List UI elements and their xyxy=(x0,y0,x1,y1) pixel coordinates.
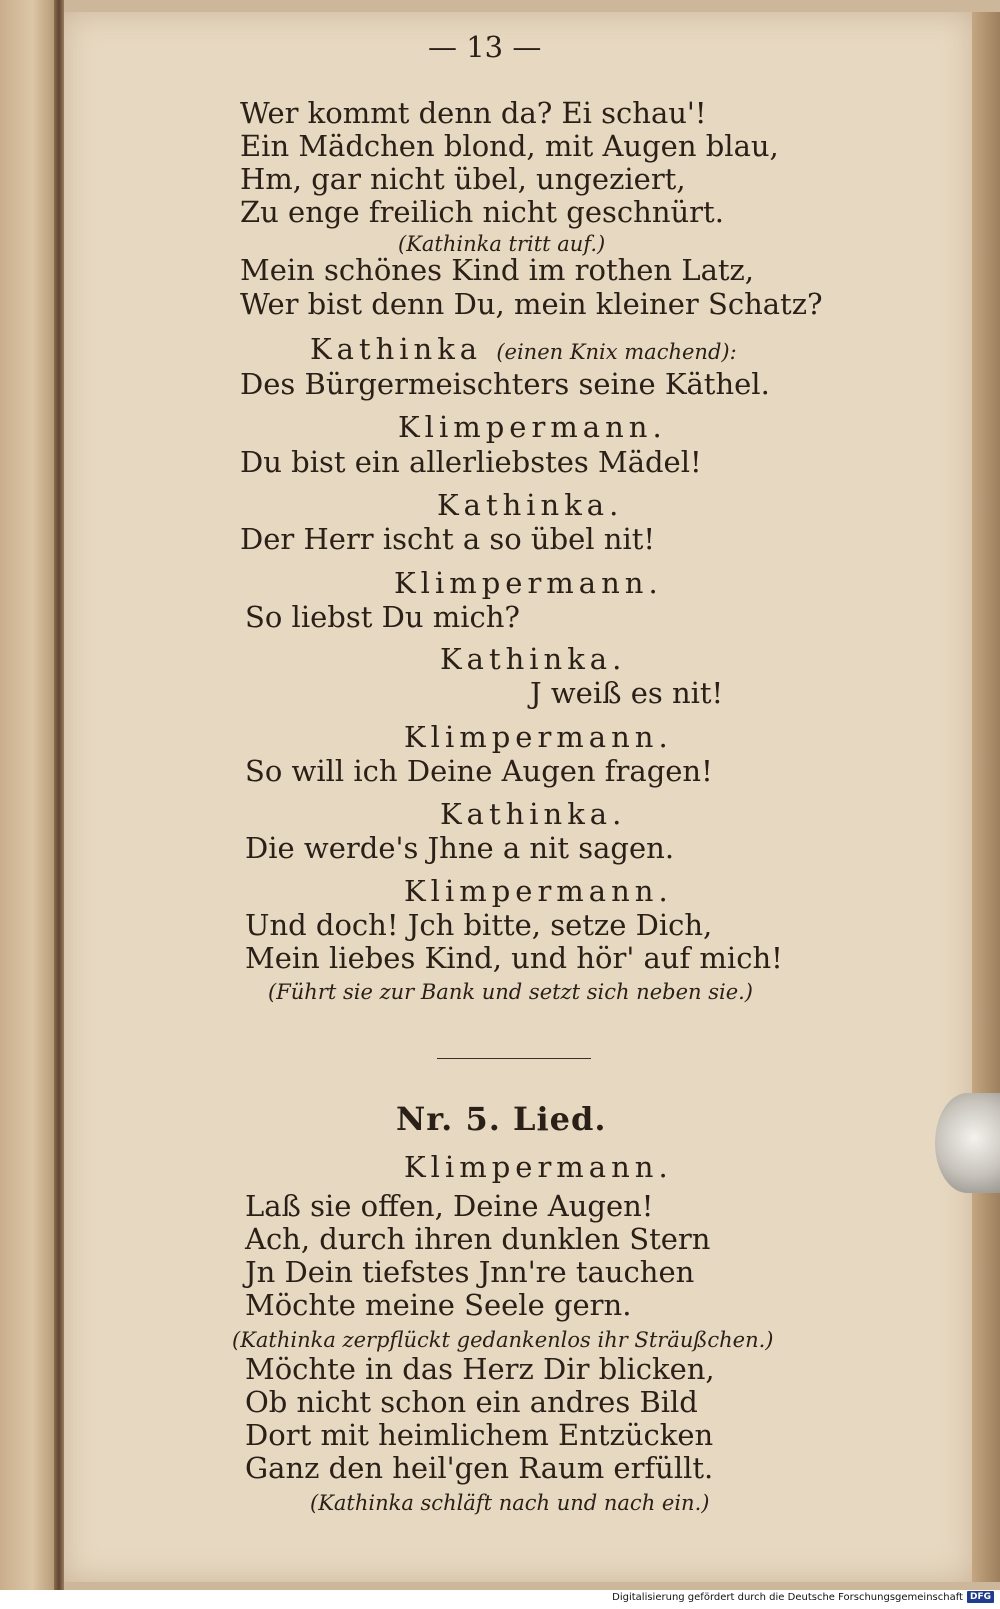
speaker-name: Klimpermann. xyxy=(398,410,667,444)
verse-line: Möchte in das Herz Dir blicken, xyxy=(245,1352,715,1386)
verse-line: Wer kommt denn da? Ei schau'! xyxy=(240,96,707,130)
verse-line: Mein schönes Kind im rothen Latz, xyxy=(240,253,755,287)
dialogue-line: Du bist ein allerliebstes Mädel! xyxy=(240,445,702,479)
dialogue-line: J weiß es nit! xyxy=(530,676,724,710)
dialogue-line: Der Herr ischt a so übel nit! xyxy=(240,522,656,556)
verse-line: Ein Mädchen blond, mit Augen blau, xyxy=(240,129,779,163)
verse-line: Zu enge freilich nicht geschnürt. xyxy=(240,195,724,229)
page-number: — 13 — xyxy=(428,30,542,64)
stage-direction: (Kathinka tritt auf.) xyxy=(398,232,606,256)
dialogue-line: So will ich Deine Augen fragen! xyxy=(245,754,713,788)
verse-line: Dort mit heimlichem Entzücken xyxy=(245,1418,714,1452)
dfg-logo: DFG xyxy=(967,1591,994,1603)
verse-line: Ganz den heil'gen Raum erfüllt. xyxy=(245,1451,714,1485)
speaker-name: Klimpermann. xyxy=(404,874,673,908)
footer-text: Digitalisierung gefördert durch die Deutsche Forschungsgemeinschaft xyxy=(612,1591,963,1603)
speaker-note: (einen Knix machend): xyxy=(496,340,737,364)
verse-line: Jn Dein tiefstes Jnn're tauchen xyxy=(245,1255,695,1289)
speaker-name: Klimpermann. xyxy=(404,1150,673,1184)
verse-line: Möchte meine Seele gern. xyxy=(245,1288,632,1322)
speaker-name xyxy=(310,332,737,366)
speaker-name: Klimpermann. xyxy=(404,720,673,754)
footer xyxy=(612,1591,994,1603)
speaker-name: Klimpermann. xyxy=(394,566,663,600)
speaker-name: Kathinka. xyxy=(440,797,627,831)
dialogue-line: Und doch! Jch bitte, setze Dich, xyxy=(245,908,713,942)
verse-line: Ach, durch ihren dunklen Stern xyxy=(245,1222,711,1256)
stage-direction: (Führt sie zur Bank und setzt sich neben sie.) xyxy=(268,980,753,1004)
dialogue-line: Des Bürgermeischters seine Käthel. xyxy=(240,367,770,401)
dialogue-line: So liebst Du mich? xyxy=(245,600,520,634)
dialogue-line: Die werde's Jhne a nit sagen. xyxy=(245,831,675,865)
stage-direction: (Kathinka zerpflückt gedankenlos ihr Sträußchen.) xyxy=(232,1328,774,1352)
section-divider xyxy=(437,1058,591,1059)
speaker-name: Kathinka. xyxy=(437,488,624,522)
verse-line: Wer bist denn Du, mein kleiner Schatz? xyxy=(240,287,823,321)
speaker-name: Kathinka. xyxy=(440,642,627,676)
stage-direction: (Kathinka schläft nach und nach ein.) xyxy=(310,1491,710,1515)
dialogue-line: Mein liebes Kind, und hör' auf mich! xyxy=(245,941,783,975)
song-title: Nr. 5. Lied. xyxy=(396,1100,607,1138)
speaker-label: Kathinka xyxy=(310,332,483,366)
verse-line: Hm, gar nicht übel, ungeziert, xyxy=(240,162,686,196)
verse-line: Laß sie offen, Deine Augen! xyxy=(245,1189,654,1223)
verse-line: Ob nicht schon ein andres Bild xyxy=(245,1385,698,1419)
